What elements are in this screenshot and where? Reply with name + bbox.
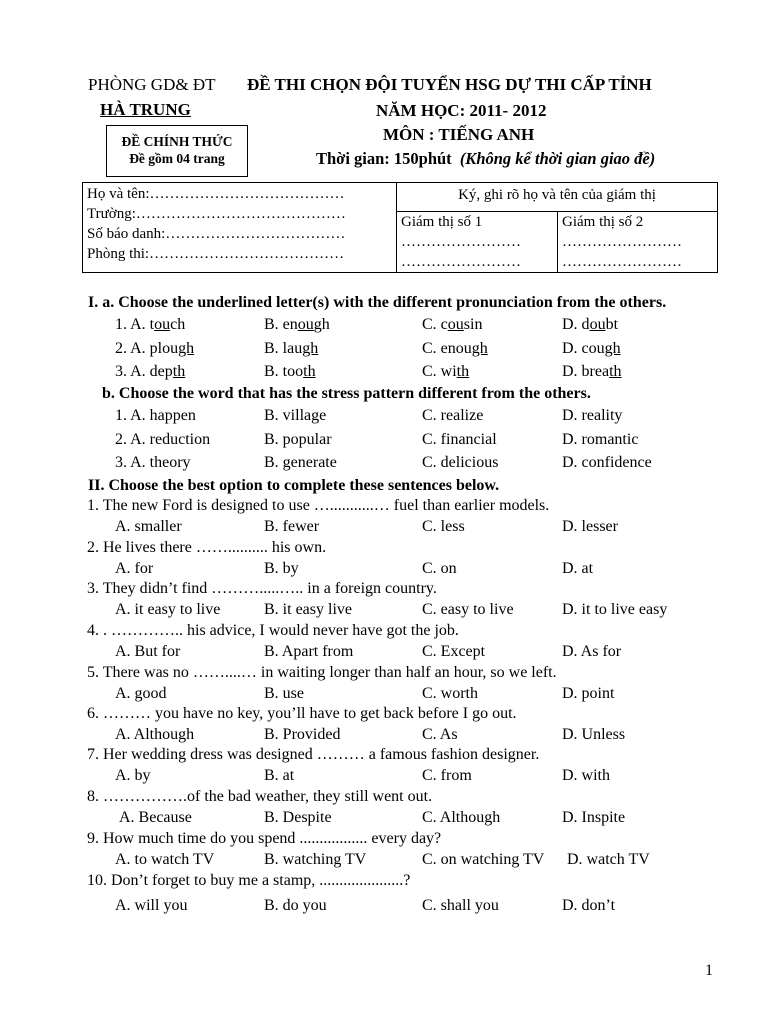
supervisor-2-line-b: …………………… [562, 254, 682, 270]
question-6-option-d: D. Unless [562, 726, 626, 743]
school-field: Trường:…………………………………… [87, 206, 346, 222]
question-10-option-b: B. do you [264, 897, 327, 914]
question-5-option-a: A. good [115, 685, 167, 702]
question-4-option-c: C. Except [422, 643, 486, 660]
pronunciation-q3-option-b [264, 363, 316, 381]
underlined-letters: gh [178, 340, 195, 357]
question-2-option-a: A. for [115, 560, 154, 577]
question-2-stem: 2. He lives there …….......... his own. [87, 539, 327, 556]
underlined-letters: ou [589, 316, 606, 333]
section-1a-title: I. a. Choose the underlined letter(s) with the different pronunciation from the others. [88, 294, 667, 311]
underlined-letters: th [303, 363, 316, 380]
section-1b-title: b. Choose the word that has the stress pattern different from the others. [102, 385, 591, 402]
name-field: Họ và tên:………………………………… [87, 186, 345, 202]
question-1-stem: 1. The new Ford is designed to use …...........… fuel than earlier models. [87, 497, 550, 514]
department-name: PHÒNG GD& ĐT [88, 75, 216, 94]
exam-title: ĐỀ THI CHỌN ĐỘI TUYỂN HSG DỰ THI CẤP TỈNH [247, 75, 652, 94]
candidate-fields [83, 183, 397, 273]
option-text: B. en [264, 316, 298, 333]
stress-q1-option-d: D. reality [562, 407, 623, 424]
stress-q1-option-c: C. realize [422, 407, 484, 424]
official-label: ĐỀ CHÍNH THỨC [121, 134, 233, 149]
stress-q2-option-a: 2. A. reduction [115, 431, 211, 448]
option-text: C. wi [422, 363, 457, 380]
question-8-stem: 8. …………….of the bad weather, they still went out. [87, 788, 433, 805]
question-8-option-b: B. Despite [264, 809, 332, 826]
question-6-stem: 6. ……… you have no key, you’ll have to get back before I go out. [87, 705, 517, 722]
pronunciation-q1-option-d [562, 316, 618, 334]
stress-q3-option-b: B. generate [264, 454, 337, 471]
question-7-option-b: B. at [264, 767, 295, 784]
supervisor-2-cell [558, 212, 718, 273]
supervisor-header: Ký, ghi rõ họ và tên của giám thị [397, 183, 718, 212]
question-6-option-b: B. Provided [264, 726, 341, 743]
official-exam-box [106, 125, 248, 177]
pronunciation-q2-option-c [422, 340, 488, 358]
time-line [316, 149, 655, 169]
option-text: ch [170, 316, 186, 333]
question-8-option-d: D. Inspite [562, 809, 626, 826]
underlined-letters: th [609, 363, 622, 380]
question-10-option-c: C. shall you [422, 897, 499, 914]
option-text: bt [605, 316, 619, 333]
supervisor-1-line-b: …………………… [401, 254, 521, 270]
question-2-option-b: B. by [264, 560, 299, 577]
question-5-option-c: C. worth [422, 685, 478, 702]
option-text: B. lau [264, 340, 303, 357]
question-7-option-a: A. by [115, 767, 151, 784]
question-1-option-c: C. less [422, 518, 465, 535]
pages-label: Đề gồm 04 trang [129, 151, 225, 166]
underlined-letters: th [456, 363, 470, 380]
option-text: D. cou [562, 340, 605, 357]
supervisor-2-label: Giám thị số 2 [562, 214, 644, 230]
question-3-stem: 3. They didn’t find ……….....….. in a foreign country. [87, 580, 437, 597]
question-3-option-d: D. it to live easy [562, 601, 668, 618]
question-4-option-b: B. Apart from [264, 643, 354, 660]
stress-q3-option-c: C. delicious [422, 454, 499, 471]
question-7-option-d: D. with [562, 767, 610, 784]
supervisor-2-line-a: …………………… [562, 234, 682, 250]
question-4-option-d: D. As for [562, 643, 622, 660]
section-2-title: II. Choose the best option to complete these sentences below. [88, 477, 500, 494]
stress-q1-option-a: 1. A. happen [115, 407, 196, 424]
school-year: NĂM HỌC: 2011- 2012 [376, 101, 547, 120]
candidate-number-field: Số báo danh:……………………………… [87, 226, 346, 242]
time-note: (Không kể thời gian giao đề) [459, 149, 656, 168]
underlined-letters: ou [154, 316, 171, 333]
option-text: gh [313, 316, 330, 333]
question-8-option-a: A. Because [119, 809, 192, 826]
question-10-option-a: A. will you [115, 897, 188, 914]
pronunciation-q2-option-a [115, 340, 194, 358]
question-7-stem: 7. Her wedding dress was designed ……… a famous fashion designer. [87, 746, 540, 763]
option-text: 3. A. dep [115, 363, 173, 380]
pronunciation-q2-option-d [562, 340, 621, 358]
page-number: 1 [705, 962, 713, 979]
pronunciation-q1-option-b [264, 316, 330, 334]
candidate-info-table [82, 182, 718, 273]
underlined-letters: gh [604, 340, 621, 357]
question-3-option-c: C. easy to live [422, 601, 514, 618]
pronunciation-q1-option-a [115, 316, 185, 334]
supervisor-1-cell [397, 212, 558, 273]
question-5-option-b: B. use [264, 685, 304, 702]
pronunciation-q3-option-d [562, 363, 622, 381]
underlined-letters: ou [447, 316, 464, 333]
pronunciation-q3-option-c [422, 363, 469, 381]
question-10-stem: 10. Don’t forget to buy me a stamp, .....................? [87, 872, 411, 889]
question-5-option-d: D. point [562, 685, 615, 702]
option-text: B. too [264, 363, 304, 380]
stress-q2-option-d: D. romantic [562, 431, 639, 448]
stress-q3-option-d: D. confidence [562, 454, 652, 471]
stress-q2-option-c: C. financial [422, 431, 497, 448]
pronunciation-q2-option-b [264, 340, 318, 358]
underlined-letters: th [172, 363, 186, 380]
question-1-option-a: A. smaller [115, 518, 182, 535]
question-2-option-d: D. at [562, 560, 594, 577]
question-1-option-d: D. lesser [562, 518, 618, 535]
stress-q3-option-a: 3. A. theory [115, 454, 191, 471]
option-text: D. brea [562, 363, 610, 380]
option-text: C. enou [422, 340, 472, 357]
district-name: HÀ TRUNG [100, 100, 191, 119]
stress-q1-option-b: B. village [264, 407, 327, 424]
question-6-option-c: C. As [422, 726, 458, 743]
question-9-option-d: D. watch TV [567, 851, 650, 868]
option-text: D. d [562, 316, 590, 333]
underlined-letters: ou [297, 316, 314, 333]
question-3-option-b: B. it easy live [264, 601, 352, 618]
question-9-option-c: C. on watching TV [422, 851, 545, 868]
option-text: 1. A. t [115, 316, 155, 333]
time-label: Thời gian: 150phút [316, 149, 452, 168]
subject: MÔN : TIẾNG ANH [383, 125, 535, 144]
question-4-stem: 4. . ………….. his advice, I would never have got the job. [87, 622, 459, 639]
question-9-option-b: B. watching TV [264, 851, 367, 868]
question-1-option-b: B. fewer [264, 518, 320, 535]
option-text: sin [463, 316, 483, 333]
question-10-option-d: D. don’t [562, 897, 616, 914]
room-field: Phòng thi:………………………………… [87, 246, 345, 262]
underlined-letters: gh [471, 340, 488, 357]
stress-q2-option-b: B. popular [264, 431, 332, 448]
question-3-option-a: A. it easy to live [115, 601, 221, 618]
question-6-option-a: A. Although [115, 726, 195, 743]
question-9-stem: 9. How much time do you spend ................. every day? [87, 830, 442, 847]
option-text: C. c [422, 316, 448, 333]
pronunciation-q3-option-a [115, 363, 185, 381]
pronunciation-q1-option-c [422, 316, 482, 334]
question-7-option-c: C. from [422, 767, 472, 784]
question-8-option-c: C. Although [422, 809, 501, 826]
underlined-letters: gh [302, 340, 319, 357]
question-5-stem: 5. There was no ……....… in waiting longer than half an hour, so we left. [87, 664, 557, 681]
question-4-option-a: A. But for [115, 643, 181, 660]
supervisor-1-label: Giám thị số 1 [401, 214, 483, 230]
question-9-option-a: A. to watch TV [115, 851, 215, 868]
supervisor-1-line-a: …………………… [401, 234, 521, 250]
option-text: 2. A. plou [115, 340, 179, 357]
question-2-option-c: C. on [422, 560, 457, 577]
